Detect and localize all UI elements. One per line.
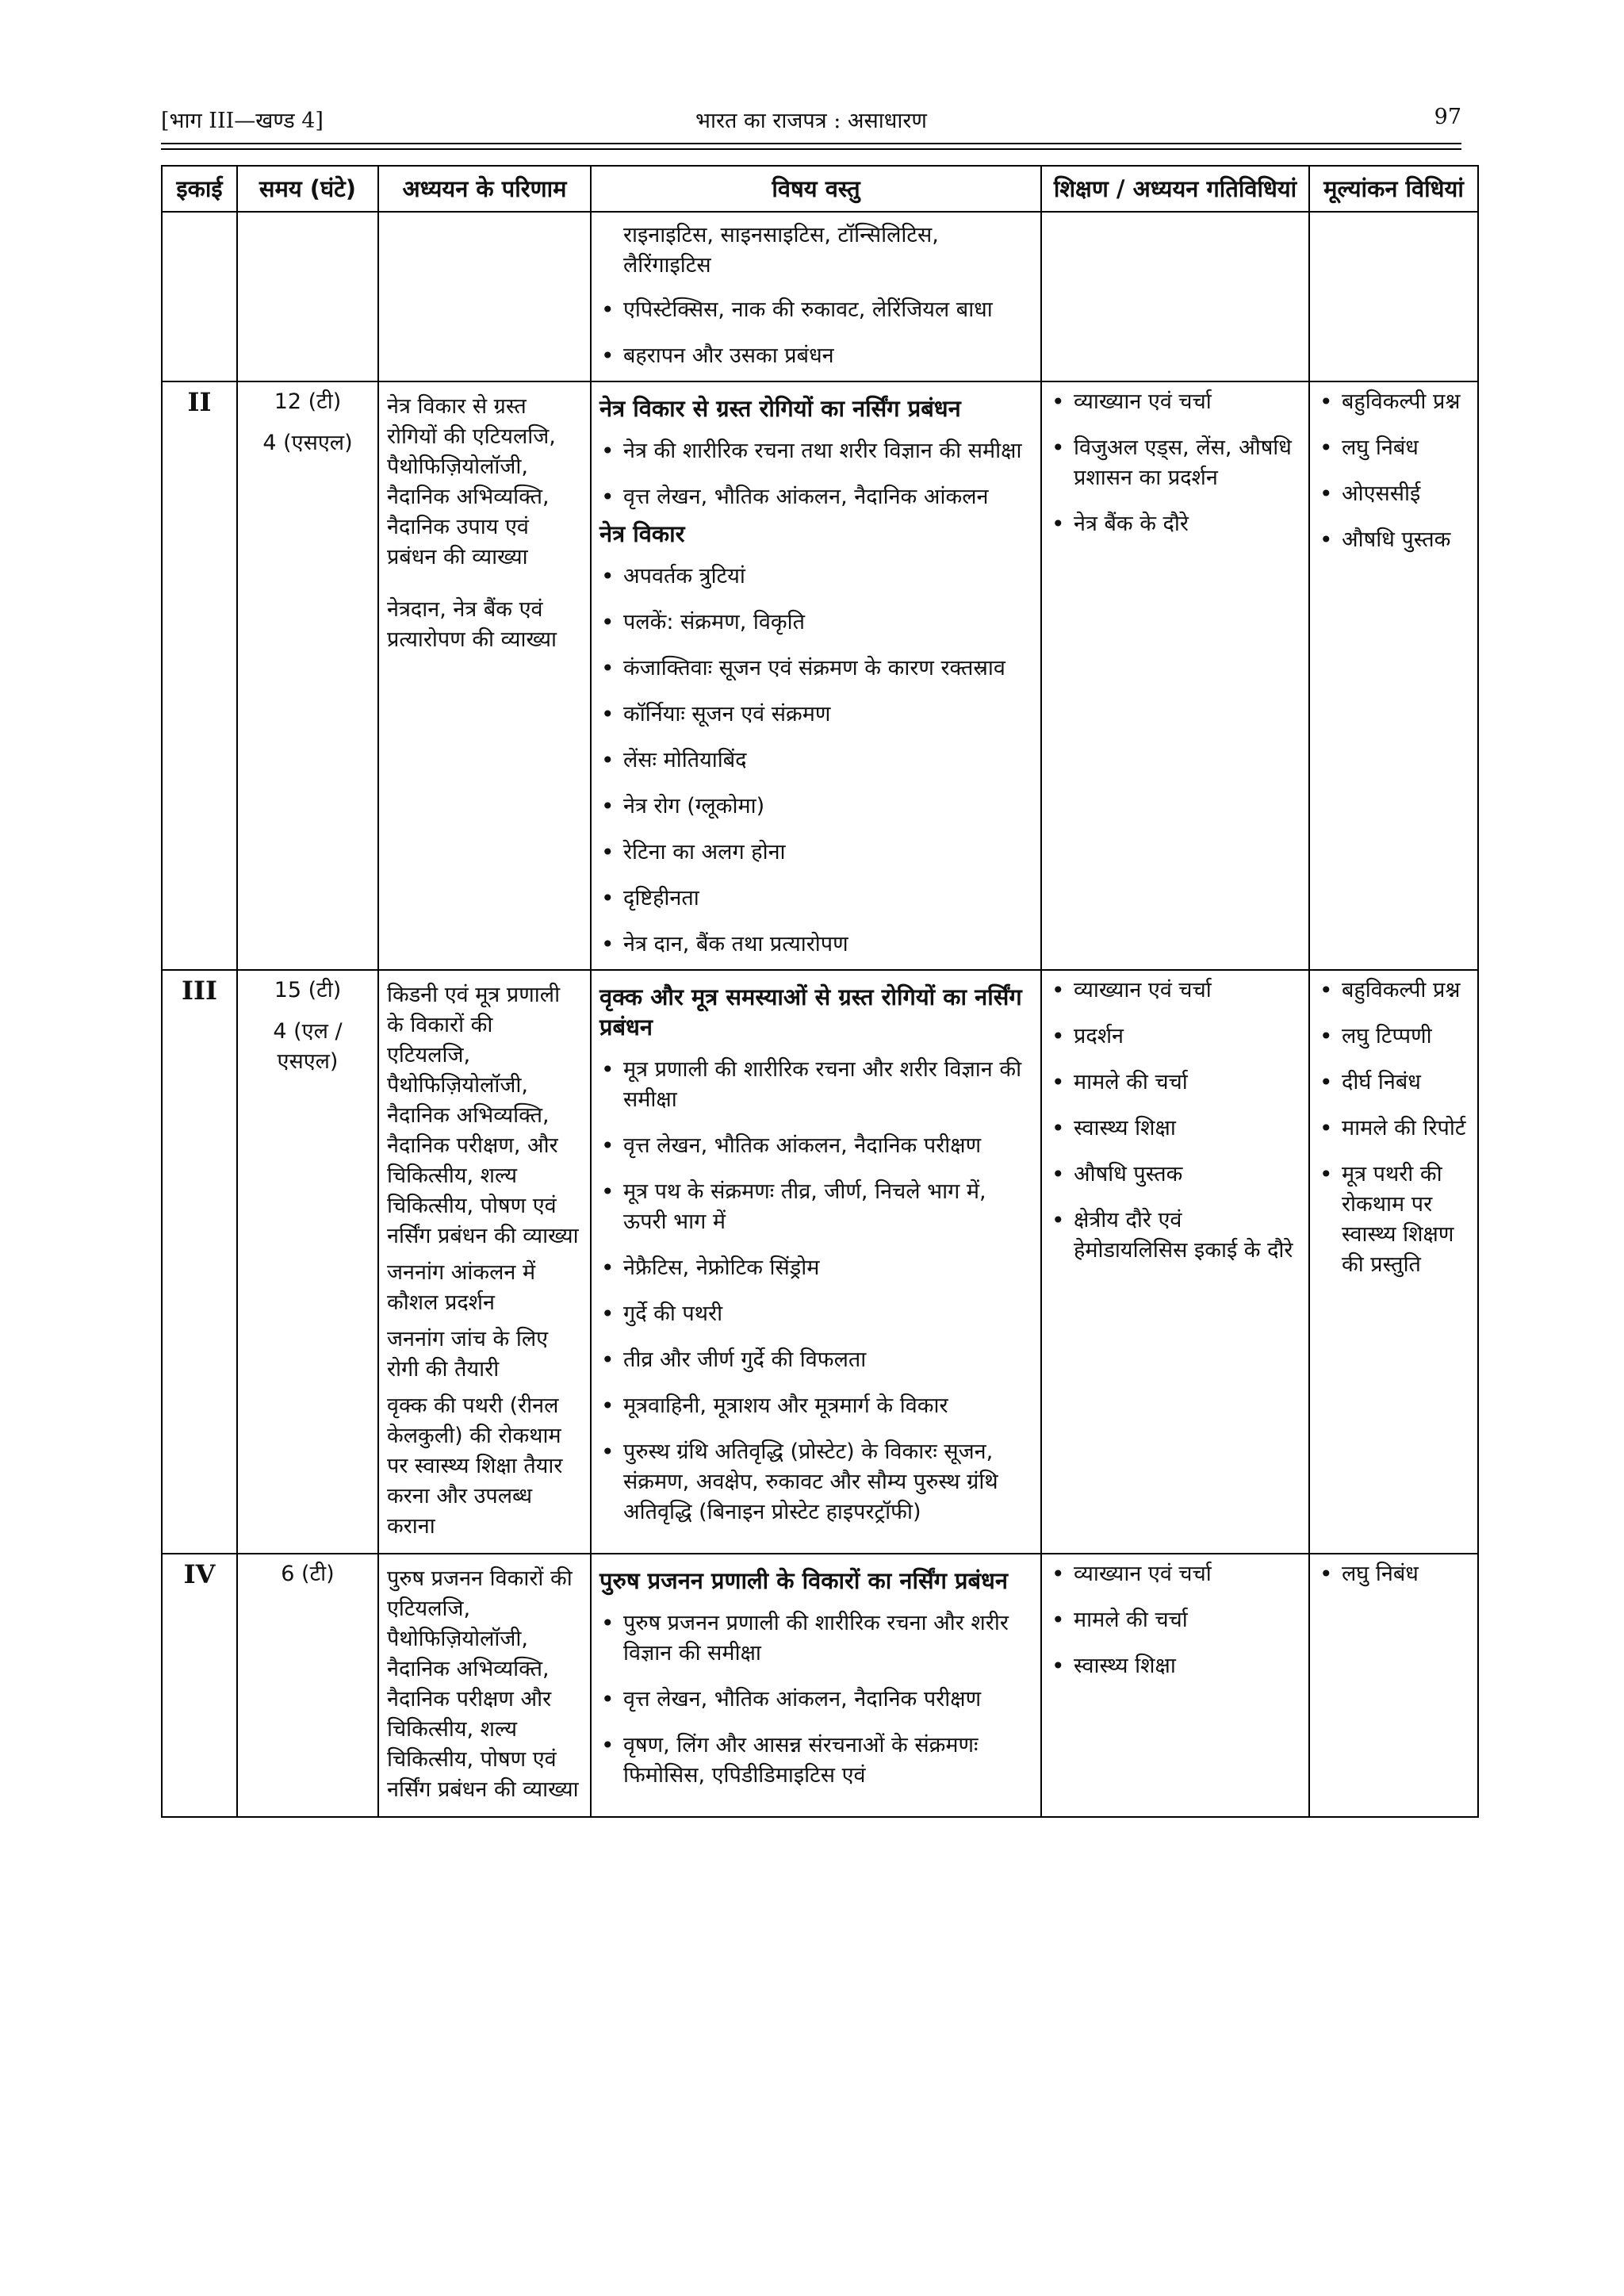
activities-list xyxy=(1050,387,1300,539)
column-header-evaluation: मूल्यांकन विधियां xyxy=(1309,166,1478,212)
list-item: • पुरुष प्रजनन प्रणाली की शारीरिक रचना और शरीर विज्ञान की समीक्षा xyxy=(599,1608,1032,1669)
list-item: • व्याख्यान एवं चर्चा xyxy=(1050,1559,1300,1589)
list-item: • स्वास्थ्य शिक्षा xyxy=(1050,1651,1300,1681)
syllabus-table xyxy=(161,165,1479,1818)
content-list xyxy=(599,436,1032,512)
unit-number: III xyxy=(162,970,237,1554)
table-header-row xyxy=(162,166,1478,212)
content-list xyxy=(599,1055,1032,1527)
list-item: • मूत्र पथ के संक्रमणः तीव्र, जीर्ण, निचले भाग में, ऊपरी भाग में xyxy=(599,1177,1032,1237)
list-item: • वृत्त लेखन, भौतिक आंकलन, नैदानिक परीक्षण xyxy=(599,1131,1032,1161)
list-item: • मामले की चर्चा xyxy=(1050,1068,1300,1098)
list-item: • तीव्र और जीर्ण गुर्दे की विफलता xyxy=(599,1345,1032,1375)
list-item: • पलकें: संक्रमण, विकृति xyxy=(599,608,1032,638)
list-item: • मूत्रवाहिनी, मूत्राशय और मूत्रमार्ग के विकार xyxy=(599,1391,1032,1421)
evaluation-list xyxy=(1318,1559,1469,1589)
list-item: • बहरापन और उसका प्रबंधन xyxy=(599,341,1032,371)
outcome-text: वृक्क की पथरी (रीनल केलकुली) की रोकथाम पर स्वास्थ्य शिक्षा तैयार करना और उपलब्ध कराना xyxy=(387,1393,563,1539)
header-rule-top xyxy=(161,143,1461,144)
list-item: • लेंसः मोतियाबिंद xyxy=(599,746,1032,776)
time-cell xyxy=(237,970,378,1554)
evaluation-list xyxy=(1318,976,1469,1280)
column-header-unit: इकाई xyxy=(162,166,237,212)
list-item: • विजुअल एड्स, लेंस, औषधि प्रशासन का प्रदर्शन xyxy=(1050,433,1300,493)
list-item: • नेफ्रैटिस, नेफ्रोटिक सिंड्रोम xyxy=(599,1253,1032,1283)
list-item: • बहुविकल्पी प्रश्न xyxy=(1318,387,1469,417)
evaluation-cell xyxy=(1309,212,1478,381)
list-item: • कॉर्नियाः सूजन एवं संक्रमण xyxy=(599,700,1032,730)
list-item: • व्याख्यान एवं चर्चा xyxy=(1050,976,1300,1006)
activities-cell xyxy=(1041,970,1309,1554)
list-item: • औषधि पुस्तक xyxy=(1050,1159,1300,1190)
content-continued-text: राइनाइटिस, साइनसाइटिस, टॉन्सिलिटिस, लैरिंगाइटिस xyxy=(623,223,939,278)
content-cell xyxy=(591,212,1041,381)
unit-number: II xyxy=(162,381,237,970)
list-item: • मामले की रिपोर्ट xyxy=(1318,1114,1469,1144)
list-item: • पुरुस्थ ग्रंथि अतिवृद्धि (प्रोस्टेट) के विकारः सूजन, संक्रमण, अवक्षेप, रुकावट और सौम्य पुरुस्थ ग्रंथि अतिवृद्धि (बिनाइन प्रोस्टेट हाइपरट्रॉफी) xyxy=(599,1437,1032,1527)
table-row-unit-iv xyxy=(162,1554,1478,1817)
evaluation-cell xyxy=(1309,970,1478,1554)
activities-list xyxy=(1050,1559,1300,1681)
outcomes-cell xyxy=(378,381,591,970)
list-item: • व्याख्यान एवं चर्चा xyxy=(1050,387,1300,417)
list-item: • नेत्र की शारीरिक रचना तथा शरीर विज्ञान की समीक्षा xyxy=(599,436,1032,466)
column-header-time: समय (घंटे) xyxy=(237,166,378,212)
outcome-text: जननांग जांच के लिए रोगी की तैयारी xyxy=(387,1327,549,1382)
list-item: • लघु टिप्पणी xyxy=(1318,1022,1469,1052)
time-cell xyxy=(237,212,378,381)
content-title: पुरुष प्रजनन प्रणाली के विकारों का नर्सिंग प्रबंधन xyxy=(599,1567,1008,1594)
list-item: • वृषण, लिंग और आसन्न संरचनाओं के संक्रमणः फिमोसिस, एपिडीडिमाइटिस एवं xyxy=(599,1731,1032,1791)
content-list xyxy=(599,562,1032,960)
skill-lab-hours: 4 (एसएल) xyxy=(262,431,353,455)
list-item: • कंजाक्तिवाः सूजन एवं संक्रमण के कारण रक्तस्राव xyxy=(599,654,1032,684)
outcome-text: नेत्र विकार से ग्रस्त रोगियों की एटियलजि, पैथोफिज़ियोलॉजी, नैदानिक अभिव्यक्ति, नैदानिक उपाय एवं प्रबंधन की व्याख्या xyxy=(387,394,556,569)
list-item: • मूत्र पथरी की रोकथाम पर स्वास्थ्य शिक्षण की प्रस्तुति xyxy=(1318,1159,1469,1280)
column-header-content: विषय वस्तु xyxy=(591,166,1041,212)
list-item: • नेत्र दान, बैंक तथा प्रत्यारोपण xyxy=(599,930,1032,960)
table-row-unit-iii xyxy=(162,970,1478,1554)
outcome-text: किडनी एवं मूत्र प्रणाली के विकारों की एटियलजि, पैथोफिज़ियोलॉजी, नैदानिक अभिव्यक्ति, नैदानिक परीक्षण, और चिकित्सीय, शल्य चिकित्सीय, पोषण एवं नर्सिंग प्रबंधन की व्याख्या xyxy=(387,983,579,1248)
activities-cell xyxy=(1041,212,1309,381)
time-cell xyxy=(237,381,378,970)
gazette-part-label: [भाग III—खण्ड 4] xyxy=(161,109,324,133)
list-item: • दीर्घ निबंध xyxy=(1318,1068,1469,1098)
page-number: 97 xyxy=(1434,105,1461,129)
outcome-text: जननांग आंकलन में कौशल प्रदर्शन xyxy=(387,1260,536,1315)
evaluation-cell xyxy=(1309,381,1478,970)
theory-hours: 12 (टी) xyxy=(274,389,342,414)
lab-hours: 4 (एल / एसएल) xyxy=(273,1019,343,1074)
gazette-title: भारत का राजपत्र : असाधारण xyxy=(695,109,927,133)
list-item: • अपवर्तक त्रुटियां xyxy=(599,562,1032,592)
list-item: • वृत्त लेखन, भौतिक आंकलन, नैदानिक आंकलन xyxy=(599,482,1032,512)
list-item: • नेत्र बैंक के दौरे xyxy=(1050,509,1300,539)
outcomes-cell xyxy=(378,212,591,381)
evaluation-cell xyxy=(1309,1554,1478,1817)
activities-cell xyxy=(1041,381,1309,970)
activities-list xyxy=(1050,976,1300,1266)
table-row-unit-ii xyxy=(162,381,1478,970)
column-header-outcomes: अध्ययन के परिणाम xyxy=(378,166,591,212)
content-list xyxy=(599,295,1032,371)
list-item: • गुर्दे की पथरी xyxy=(599,1299,1032,1329)
header-rule-bottom xyxy=(161,148,1461,150)
table-row-continuation xyxy=(162,212,1478,381)
list-item: • मूत्र प्रणाली की शारीरिक रचना और शरीर विज्ञान की समीक्षा xyxy=(599,1055,1032,1115)
outcomes-cell xyxy=(378,1554,591,1817)
outcome-text: पुरुष प्रजनन विकारों की एटियलजि, पैथोफिज़ियोलॉजी, नैदानिक अभिव्यक्ति, नैदानिक परीक्षण और चिकित्सीय, शल्य चिकित्सीय, पोषण एवं नर्सिंग प्रबंधन की व्याख्या xyxy=(387,1566,579,1802)
content-cell xyxy=(591,1554,1041,1817)
unit-cell xyxy=(162,212,237,381)
activities-cell xyxy=(1041,1554,1309,1817)
outcomes-cell xyxy=(378,970,591,1554)
content-title: नेत्र विकार से ग्रस्त रोगियों का नर्सिंग प्रबंधन xyxy=(599,395,961,422)
list-item: • औषधि पुस्तक xyxy=(1318,525,1469,555)
list-item: • क्षेत्रीय दौरे एवं हेमोडायलिसिस इकाई के दौरे xyxy=(1050,1205,1300,1266)
unit-number: IV xyxy=(162,1554,237,1817)
time-cell xyxy=(237,1554,378,1817)
list-item: • नेत्र रोग (ग्लूकोमा) xyxy=(599,792,1032,822)
content-title: वृक्क और मूत्र समस्याओं से ग्रस्त रोगियों का नर्सिंग प्रबंधन xyxy=(599,983,1022,1041)
theory-hours: 15 (टी) xyxy=(274,978,342,1002)
list-item: • स्वास्थ्य शिक्षा xyxy=(1050,1114,1300,1144)
list-item: • लघु निबंध xyxy=(1318,1559,1469,1589)
list-item: • मामले की चर्चा xyxy=(1050,1605,1300,1635)
outcome-text: नेत्रदान, नेत्र बैंक एवं प्रत्यारोपण की व्याख्या xyxy=(387,597,557,652)
list-item: • ओएससीई xyxy=(1318,479,1469,509)
list-item: • लघु निबंध xyxy=(1318,433,1469,463)
list-item: • बहुविकल्पी प्रश्न xyxy=(1318,976,1469,1006)
list-item: • वृत्त लेखन, भौतिक आंकलन, नैदानिक परीक्षण xyxy=(599,1685,1032,1715)
content-subtitle: नेत्र विकार xyxy=(599,520,685,547)
content-list xyxy=(599,1608,1032,1791)
evaluation-list xyxy=(1318,387,1469,555)
content-cell xyxy=(591,381,1041,970)
list-item: • प्रदर्शन xyxy=(1050,1022,1300,1052)
content-cell xyxy=(591,970,1041,1554)
theory-hours: 6 (टी) xyxy=(281,1562,335,1586)
list-item: • एपिस्टेक्सिस, नाक की रुकावट, लेरिंजियल बाधा xyxy=(599,295,1032,325)
page-header xyxy=(161,102,1461,138)
list-item: • दृष्टिहीनता xyxy=(599,884,1032,914)
list-item: • रेटिना का अलग होना xyxy=(599,838,1032,868)
column-header-activities: शिक्षण / अध्ययन गतिविधियां xyxy=(1041,166,1309,212)
